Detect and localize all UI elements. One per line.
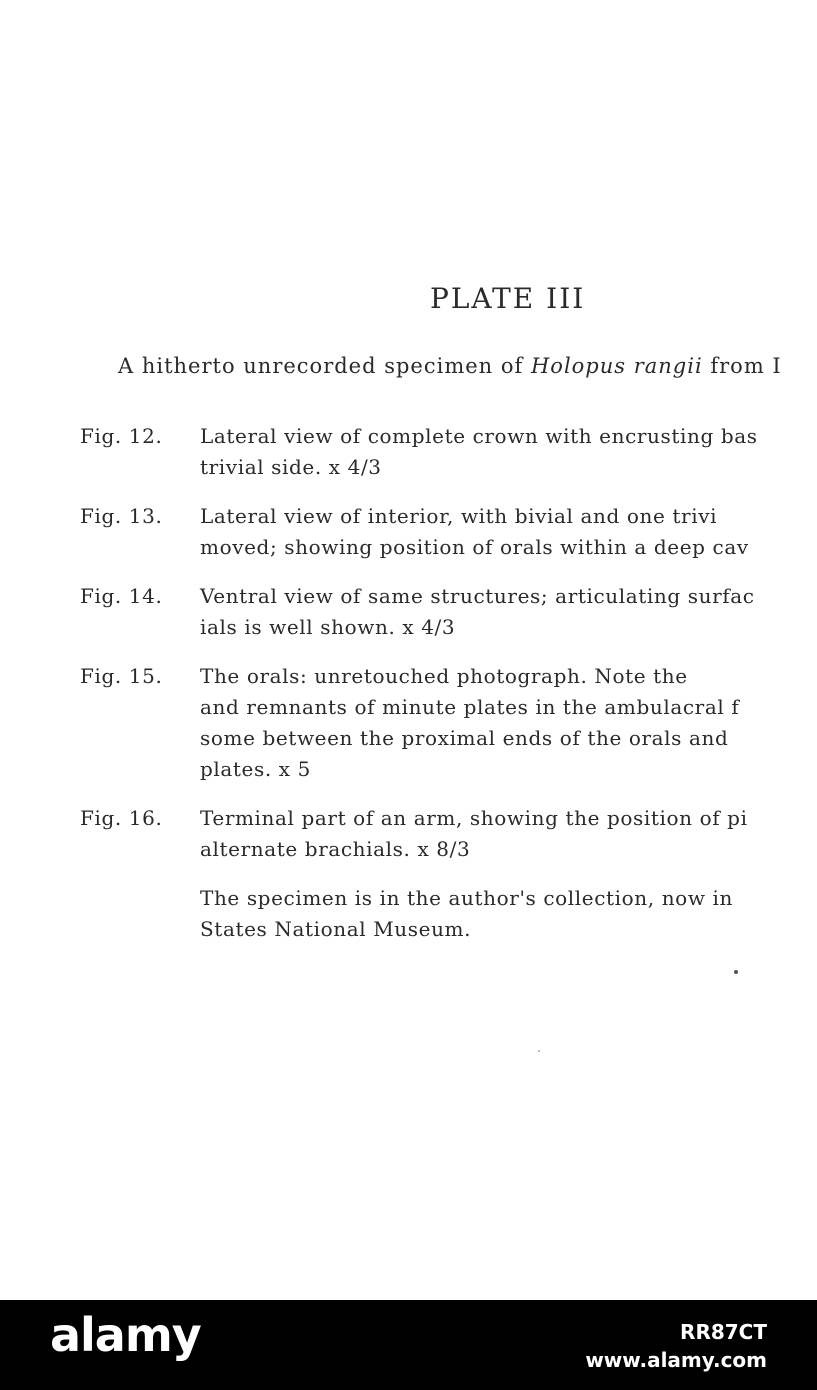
figure-line: some between the proximal ends of the orals and xyxy=(200,726,729,750)
figure-line: Lateral view of interior, with bivial and one trivi xyxy=(200,504,718,528)
intro-suffix: from I xyxy=(702,354,782,378)
figure-line: moved; showing position of orals within a deep cav xyxy=(200,535,749,559)
figure-label: Fig. 16. xyxy=(80,806,163,830)
figure-text xyxy=(200,421,758,483)
figure-label: Fig. 14. xyxy=(80,584,163,608)
scan-speck xyxy=(734,970,738,974)
figure-label: Fig. 15. xyxy=(80,664,163,688)
specimen-note xyxy=(200,883,733,945)
figure-line: ials is well shown. x 4/3 xyxy=(200,615,456,639)
scan-speck xyxy=(538,1050,540,1052)
figure-line: and remnants of minute plates in the ambulacral f xyxy=(200,695,740,719)
figure-line: Ventral view of same structures; articulating surfac xyxy=(200,584,755,608)
figure-text xyxy=(200,803,748,865)
figure-text xyxy=(200,581,755,643)
figure-line: plates. x 5 xyxy=(200,757,311,781)
figure-label: Fig. 12. xyxy=(80,424,163,448)
note-line: The specimen is in the author's collection, now in xyxy=(200,886,733,910)
note-line: States National Museum. xyxy=(200,917,472,941)
figure-text xyxy=(200,501,749,563)
figure-line: trivial side. x 4/3 xyxy=(200,455,382,479)
figure-line: The orals: unretouched photograph. Note the xyxy=(200,664,688,688)
plate-intro xyxy=(118,354,782,378)
figure-label: Fig. 13. xyxy=(80,504,163,528)
intro-prefix: A hitherto unrecorded specimen of xyxy=(118,354,531,378)
figure-text xyxy=(200,661,739,785)
figure-line: Terminal part of an arm, showing the position of pi xyxy=(200,806,748,830)
figure-line: Lateral view of complete crown with encrusting bas xyxy=(200,424,758,448)
image-code: RR87CT xyxy=(680,1320,767,1344)
figure-line: alternate brachials. x 8/3 xyxy=(200,837,471,861)
intro-species: Holopus rangii xyxy=(530,354,703,378)
plate-title: PLATE III xyxy=(430,282,586,315)
watermark-footer xyxy=(0,1300,817,1390)
watermark-logo: alamy xyxy=(50,1308,201,1362)
site-url: www.alamy.com xyxy=(585,1348,767,1372)
